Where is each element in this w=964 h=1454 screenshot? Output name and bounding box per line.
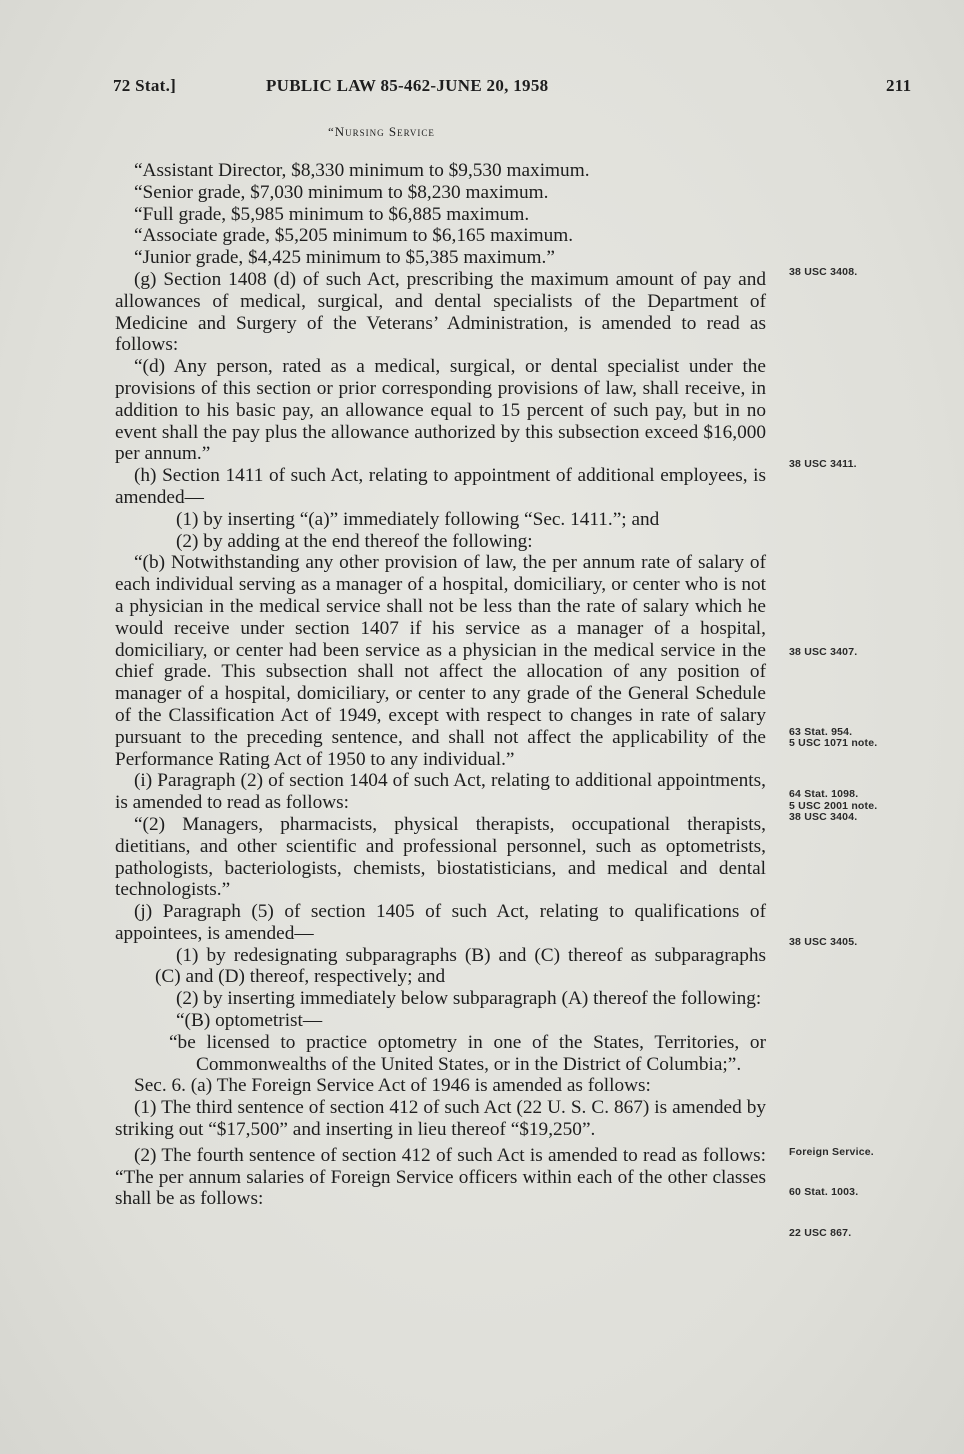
running-head-title: PUBLIC LAW 85-462-JUNE 20, 1958	[266, 76, 549, 95]
paragraph-g-quoted-d: “(d) Any person, rated as a medical, surgical, or dental specialist under the provisions of this section or prior corresponding provisions of law, shall receive, in addition to his basic pay, an allowance equal to 15 percent of such pay, but in no event shall the pay plus the allowance authorized by this subsection exceed $16,000 per annum.”	[115, 356, 766, 465]
salary-line-associate-grade: “Associate grade, $5,205 minimum to $6,165 maximum.	[134, 225, 574, 247]
paragraph-j-2: (2) by inserting immediately below subparagraph (A) thereof the following:	[176, 988, 762, 1010]
salary-line-senior-grade: “Senior grade, $7,030 minimum to $8,230 maximum.	[134, 181, 549, 203]
margin-note-foreign-service: Foreign Service.	[789, 1146, 874, 1158]
margin-note-60-stat-1003: 60 Stat. 1003.	[789, 1186, 859, 1198]
paragraph-j-quoted-b: “(B) optometrist—	[176, 1010, 323, 1032]
margin-note-64-stat-1098: 64 Stat. 1098.	[789, 788, 859, 800]
margin-note-38-usc-3404: 38 USC 3404.	[789, 811, 858, 823]
paragraph-h: (h) Section 1411 of such Act, relating to appointment of additional employees, is amended—	[115, 465, 766, 508]
paragraph-j: (j) Paragraph (5) of section 1405 of such Act, relating to qualifications of appointees, is amended—	[115, 901, 766, 944]
margin-note-38-usc-3405: 38 USC 3405.	[789, 936, 858, 948]
salary-line-assistant-director: “Assistant Director, $8,330 minimum to $9,530 maximum.	[134, 160, 590, 181]
margin-note-38-usc-3407: 38 USC 3407.	[789, 646, 858, 658]
margin-note-5-usc-1071: 5 USC 1071 note.	[789, 737, 878, 749]
margin-note-38-usc-3408: 38 USC 3408.	[789, 266, 858, 278]
paragraph-h-quoted-b: “(b) Notwithstanding any other provision of law, the per annum rate of salary of each individual serving as a manager of a hospital, domiciliary, or center who is not a physician in the medical service shall not be less than the rate of salary which he would receive under section 1407 if his service as a manager of a hospital, domiciliary, or center had been service as a physician in the medical service in the chief grade. This subsection shall not affect the allocation of any position of manager of a hospital, domiciliary, or center to any grade of the General Schedule of the Classification Act of 1949, except with respect to changes in rate of salary pursuant to the preceding sentence, and shall not affect the applicability of the Performance Rating Act of 1950 to any individual.”	[115, 552, 766, 770]
section-title: “Nursing Service	[328, 124, 435, 139]
salary-line-full-grade: “Full grade, $5,985 minimum to $6,885 maximum.	[134, 203, 530, 225]
paragraph-i: (i) Paragraph (2) of section 1404 of such Act, relating to additional appointments, is amended to read as follows:	[115, 770, 766, 814]
paragraph-j-1: (1) by redesignating subparagraphs (B) and (C) thereof as subparagraphs (C) and (D) thereof, respectively; and	[155, 944, 766, 988]
section-6-paragraph-1: (1) The third sentence of section 412 of such Act (22 U. S. C. 867) is amended by striking out “$17,500” and inserting in lieu thereof “$19,250”.	[115, 1097, 766, 1141]
paragraph-i-quoted-2: “(2) Managers, pharmacists, physical therapists, occupational therapists, dietitians, and other scientific and professional personnel, such as optometrists, pathologists, bacteriologists, chemists, biostatisticians, and medical and dental technologists.”	[115, 813, 766, 901]
law-body-text	[115, 160, 766, 1210]
margin-note-38-usc-3411: 38 USC 3411.	[789, 458, 857, 470]
paragraph-h-2: (2) by adding at the end thereof the following:	[176, 530, 533, 552]
section-6-paragraph-2: (2) The fourth sentence of section 412 of such Act is amended to read as follows: “The per annum salaries of Foreign Service officers within each of the other classes shall be as follows:	[115, 1144, 766, 1210]
paragraph-h-1: (1) by inserting “(a)” immediately following “Sec. 1411.”; and	[176, 508, 660, 530]
margin-note-63-stat-954: 63 Stat. 954.	[789, 726, 853, 738]
margin-note-22-usc-867: 22 USC 867.	[789, 1227, 852, 1239]
page-number: 211	[886, 76, 912, 95]
salary-line-junior-grade: “Junior grade, $4,425 minimum to $5,385 maximum.”	[134, 247, 555, 269]
statute-volume-reference: 72 Stat.]	[113, 76, 177, 95]
section-6-intro: Sec. 6. (a) The Foreign Service Act of 1946 is amended as follows:	[134, 1075, 651, 1097]
margin-note-5-usc-2001: 5 USC 2001 note.	[789, 800, 878, 812]
paragraph-j-quoted-text: “be licensed to practice optometry in one of the States, Territories, or Commonwealths of the United States, or in the District of Columbia;”.	[169, 1031, 766, 1075]
paragraph-g: (g) Section 1408 (d) of such Act, prescribing the maximum amount of pay and allowances of medical, surgical, and dental specialists of the Department of Medicine and Surgery of the Veterans’ Administration, is amended to read as follows:	[115, 268, 766, 356]
